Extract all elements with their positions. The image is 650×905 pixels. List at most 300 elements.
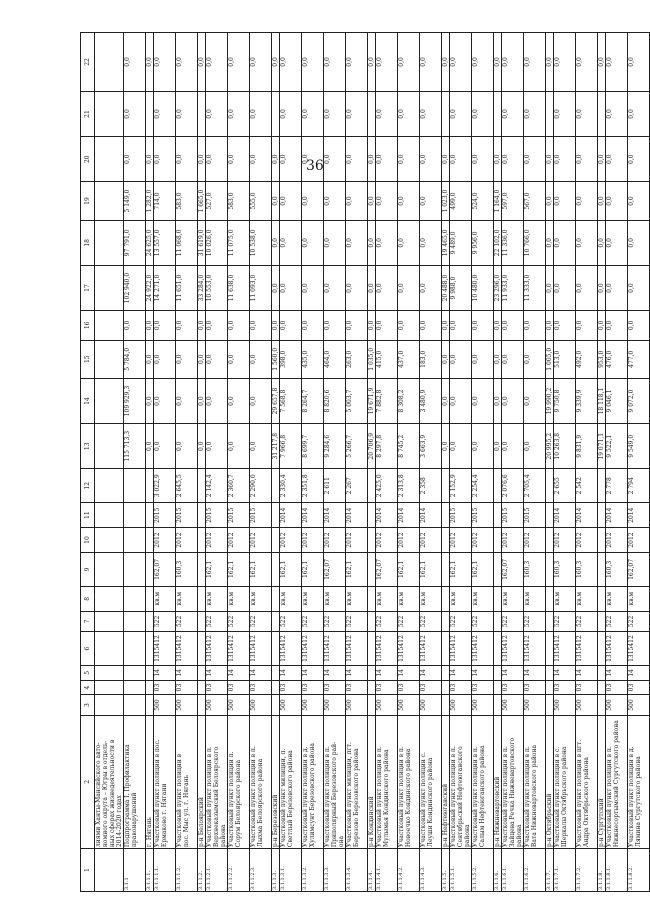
table-cell: 1315412 [450,632,472,666]
table-cell: 3.1.1.2.3. [250,849,272,892]
table-cell: 1315412 [420,632,442,666]
table-cell: 31 217,8 [272,424,280,469]
table-cell: 3.1.1.2.2. [228,849,250,892]
table-cell: 0,0 [146,311,154,340]
table-cell: 1315412 [472,632,494,666]
table-cell: 0,0 [146,33,154,92]
table-cell: 14 [324,665,346,680]
table-cell [95,340,124,378]
table-cell: 3.1.1.1.1. [154,849,176,892]
table-cell: 0,0 [124,91,146,136]
table-cell: 03 [606,680,628,695]
table-cell: 0,0 [598,182,606,220]
table-row [376,33,398,892]
table-cell: 0,0 [398,182,420,220]
table-cell: 19 671,9 [368,378,376,423]
table-cell [124,552,146,586]
table-cell: 3.1.1.6.2. [524,849,546,892]
table-cell: 0,0 [546,182,554,220]
table-cell: 9 339,9 [576,378,598,423]
table-cell: 1315412 [346,632,368,666]
table-cell [546,552,554,586]
table-cell: 522 [554,611,576,631]
table-cell: 7 568,8 [280,378,302,423]
table-cell [494,611,502,631]
table-cell: 0,0 [494,311,502,340]
table-cell: 162,1 [346,552,368,586]
table-cell: кв.м [606,586,628,611]
table-cell [146,503,154,528]
table-cell: 522 [576,611,598,631]
table-cell: 11 651,0 [176,265,198,310]
table-cell: 0,0 [376,182,398,220]
object-name-cell: Участковый пункт полиции в п. Салым Нефтеюганского района [472,715,494,848]
table-cell: 0,0 [576,220,598,265]
column-number: 22 [81,33,95,92]
table-cell [124,469,146,503]
table-cell: 162,1 [250,552,272,586]
table-cell: 437,0 [398,340,420,378]
table-cell [146,552,154,586]
table-cell [598,586,606,611]
table-cell [198,680,206,695]
table-cell: 3 480,9 [420,378,442,423]
table-cell: 0,0 [420,311,442,340]
table-cell: 1315412 [250,632,272,666]
table-cell: 500 [154,695,176,715]
table-cell: 5 003,7 [346,378,368,423]
table-cell: 0,0 [302,137,324,182]
table-cell: 9 956,0 [472,220,494,265]
table-cell: 0,0 [228,311,250,340]
table-cell: 14 [628,665,650,680]
table-cell: 0,0 [302,182,324,220]
table-cell: 11 068,0 [176,220,198,265]
table-cell: 0,0 [280,91,302,136]
table-cell: 0,0 [450,33,472,92]
table-cell: 2014 [606,503,628,528]
table-cell: 0,0 [146,137,154,182]
table-cell: 8 308,2 [398,378,420,423]
table-cell [494,680,502,695]
table-cell: 714,0 [154,182,176,220]
table-cell [368,503,376,528]
table-cell [95,311,124,340]
table-cell: 2015 [524,503,546,528]
table-cell: 0,0 [272,220,280,265]
table-cell: 0,0 [628,33,650,92]
object-name-cell: Участковый пункт полиции в п. Нижнесортымский Сургутского района [606,715,628,848]
table-cell: 0,0 [494,378,502,423]
table-cell: кв.м [576,586,598,611]
table-cell: 9 750,8 [554,378,576,423]
column-number: 19 [81,182,95,220]
table-row [206,33,228,892]
table-cell: 0,0 [228,137,250,182]
table-cell [598,552,606,586]
table-cell [546,586,554,611]
table-cell: 0,0 [576,265,598,310]
table-cell: 2012 [376,528,398,553]
table-row [346,33,368,892]
table-cell [95,552,124,586]
table-cell: 2012 [576,528,598,553]
table-cell: 14 [280,665,302,680]
table-cell [124,665,146,680]
table-cell [598,503,606,528]
table-cell: 0,0 [502,424,524,469]
table-cell: 0,0 [524,137,546,182]
table-cell: 2 778 [606,469,628,503]
table-cell: 9 046,1 [606,378,628,423]
column-number: 14 [81,378,95,423]
object-name-cell: Подпрограмма I. Профилактика правонарушений [124,715,146,848]
table-cell: 1315412 [554,632,576,666]
table-cell: 0,0 [176,311,198,340]
table-cell: 0,0 [554,220,576,265]
table-cell: 0,0 [376,91,398,136]
table-cell: 0,0 [368,33,376,92]
table-cell: 0,0 [368,182,376,220]
column-number: 15 [81,340,95,378]
table-cell: 2012 [554,528,576,553]
table-cell: 0,0 [280,220,302,265]
table-cell [146,91,154,136]
object-name-cell: р-н Белоярский [198,715,206,848]
table-cell: 2 351,8 [302,469,324,503]
table-cell: 14 [450,665,472,680]
table-cell [598,528,606,553]
table-cell: 03 [450,680,472,695]
table-cell: 500 [420,695,442,715]
table-cell: 0,0 [524,378,546,423]
object-name-cell: Участковый пункт полиции с. Леуши Кондинского района [420,715,442,848]
table-cell: 500 [450,695,472,715]
table-cell [442,632,450,666]
table-cell: 0,0 [368,137,376,182]
table-cell: 2015 [154,503,176,528]
table-cell: 0,0 [198,424,206,469]
table-cell: 2 267 [346,469,368,503]
table-cell: 500 [250,695,272,715]
table-cell: 3.1.1.8. [598,849,606,892]
table-cell: 0,0 [628,137,650,182]
table-cell: 11 093,0 [250,265,272,310]
table-cell: 0,0 [154,91,176,136]
table-cell: 0,0 [524,91,546,136]
column-number: 20 [81,137,95,182]
column-number: 2 [81,715,95,848]
table-cell: 9 489,0 [450,220,472,265]
table-cell: 597,0 [502,182,524,220]
table-cell: 0,0 [146,340,154,378]
table-cell [442,586,450,611]
object-name-cell: Участковый пункт полиции в п. Зайцева Речка Нижневартовского района [502,715,524,848]
table-cell [198,528,206,553]
table-cell: 500 [502,695,524,715]
table-cell: 500 [628,695,650,715]
table-cell: 0,0 [250,311,272,340]
table-cell [598,469,606,503]
table-cell: 522 [524,611,546,631]
table-cell: 2 254,4 [472,469,494,503]
table-cell: 10 480,0 [472,265,494,310]
object-name-cell: р-н Березовский [272,715,280,848]
table-cell [198,91,206,136]
table-cell: кв.м [420,586,442,611]
table-cell: 03 [228,680,250,695]
table-cell: 0,0 [176,424,198,469]
table-cell: 03 [206,680,228,695]
table-cell [124,695,146,715]
table-cell: 3.1.1.4.3. [420,849,442,892]
table-cell: 0,0 [554,91,576,136]
table-row [198,33,206,892]
table-cell: 513,0 [554,340,576,378]
table-cell: 522 [302,611,324,631]
table-cell: 1 164,0 [494,182,502,220]
table-cell: 11 336,0 [502,220,524,265]
table-cell: 0,0 [124,33,146,92]
table-cell [272,680,280,695]
table-cell [442,469,450,503]
object-name-cell: р-н Нефтеюганский [442,715,450,848]
table-cell [272,611,280,631]
object-name-cell: Участковый пункт милиции, п. Светлый Березовского района [280,715,302,848]
table-cell: 0,0 [368,311,376,340]
table-cell: 5 784,0 [124,340,146,378]
table-cell: 0,0 [398,265,420,310]
table-cell: 500 [302,695,324,715]
table-cell: 0,0 [346,220,368,265]
table-cell: 9 549,0 [628,424,650,469]
table-cell: 0,0 [628,220,650,265]
table-cell [95,182,124,220]
table-cell: 8 297,8 [376,424,398,469]
table-cell: 0,0 [376,311,398,340]
table-cell: 0,0 [228,340,250,378]
table-cell: 0,0 [198,33,206,92]
table-cell: 0,0 [206,378,228,423]
table-cell [494,665,502,680]
table-cell: 109 929,3 [124,378,146,423]
table-cell: 0,0 [154,340,176,378]
table-cell: 2 542 [576,469,598,503]
table-cell: 522 [250,611,272,631]
table-cell: 0,0 [302,265,324,310]
table-cell [598,91,606,136]
table-row [95,33,124,892]
table-cell: 3.1.1.2.1. [206,849,228,892]
column-number: 21 [81,91,95,136]
table-cell: 0,0 [628,311,650,340]
table-cell: 0,0 [280,182,302,220]
table-row [302,33,324,892]
table-cell: 14 [250,665,272,680]
table-cell: 500 [176,695,198,715]
table-cell: 3.1.1.5.1. [450,849,472,892]
table-row [606,33,628,892]
table-cell [598,611,606,631]
table-cell [494,469,502,503]
table-cell: 522 [472,611,494,631]
table-cell: 522 [420,611,442,631]
table-cell: 0,0 [198,311,206,340]
table-cell: 162,1 [302,552,324,586]
table-cell: 0,0 [554,137,576,182]
table-cell [368,528,376,553]
table-cell: 1315412 [280,632,302,666]
table-cell: 162,07 [324,552,346,586]
table-cell [598,680,606,695]
table-cell: 31 619,0 [198,220,206,265]
table-cell: 9 522,1 [606,424,628,469]
table-cell: 2014 [554,503,576,528]
table-cell: 0,0 [250,340,272,378]
table-cell: 0,0 [576,91,598,136]
column-number: 1 [81,849,95,892]
table-cell: 2012 [280,528,302,553]
table-cell: 476,0 [606,340,628,378]
table-cell [368,611,376,631]
table-row [398,33,420,892]
object-name-cell: р-н Сургутский [598,715,606,848]
table-cell: 03 [524,680,546,695]
table-cell: 0,0 [198,378,206,423]
table-cell: 0,0 [398,137,420,182]
object-name-cell: Участковый пункт полиции в п. Новоечко Кондинского района [398,715,420,848]
table-cell [546,695,554,715]
table-cell: 1 023,0 [442,182,450,220]
table-cell [124,503,146,528]
table-cell: кв.м [472,586,494,611]
table-cell [368,695,376,715]
table-cell: 03 [250,680,272,695]
object-name-cell: Участковый пункт полиции в д. Хулимсунт Березовского района [302,715,324,848]
table-cell: 1 560,0 [272,340,280,378]
table-cell: 2 290,0 [250,469,272,503]
table-cell: 3.1.1.3. [272,849,280,892]
table-cell: 2012 [502,528,524,553]
table-cell: 0,0 [606,311,628,340]
table-row [554,33,576,892]
table-cell: кв.м [302,586,324,611]
table-cell: 2 152,9 [450,469,472,503]
object-name-cell: г. Нягань [146,715,154,848]
table-cell: 500 [280,695,302,715]
table-cell [494,552,502,586]
table-cell: кв.м [176,586,198,611]
table-cell [368,91,376,136]
table-cell [95,695,124,715]
rotated-table-wrapper [80,32,642,892]
table-cell: 555,0 [250,182,272,220]
table-cell: 2012 [420,528,442,553]
table-cell: 14 [154,665,176,680]
table-cell: 0,0 [176,340,198,378]
table-cell: 415,0 [376,340,398,378]
table-cell: 3.1.1.4.2. [398,849,420,892]
table-cell: 2015 [176,503,198,528]
table-cell [95,91,124,136]
table-cell: 2014 [420,503,442,528]
object-name-cell: Участковый пункт полиции п. Сорум Белоярского района [228,715,250,848]
table-cell: 20 706,9 [368,424,376,469]
table-cell: 0,0 [250,424,272,469]
table-row [146,33,154,892]
table-cell: 2 358 [420,469,442,503]
table-cell: 0,0 [324,220,346,265]
table-cell: 3.1.1.7.1. [554,849,576,892]
page-number: 36 [306,158,324,174]
table-cell [442,611,450,631]
table-cell: 0,0 [302,33,324,92]
table-cell: 14 [206,665,228,680]
table-cell: 23 296,0 [494,265,502,310]
table-row [546,33,554,892]
table-cell: 03 [420,680,442,695]
table-cell [442,503,450,528]
table-cell: 14 [176,665,198,680]
table-cell: 0,0 [398,91,420,136]
table-cell: 102 940,0 [124,265,146,310]
table-cell [124,611,146,631]
table-cell: 10 766,0 [524,220,546,265]
table-cell: 160,3 [554,552,576,586]
table-cell: 2014 [576,503,598,528]
table-row [598,33,606,892]
table-cell: 0,0 [606,137,628,182]
table-cell [95,265,124,310]
object-name-cell: р-н Октябрьский [546,715,554,848]
table-cell: 1315412 [302,632,324,666]
table-cell: 13 557,0 [154,220,176,265]
table-cell: 583,0 [176,182,198,220]
table-cell: 14 [376,665,398,680]
table-cell: 3 663,9 [420,424,442,469]
table-cell: 2 794 [628,469,650,503]
table-cell: 0,0 [228,33,250,92]
table-cell: 0,0 [472,33,494,92]
table-cell: 500 [376,695,398,715]
table-cell: 2 076,6 [502,469,524,503]
table-cell: 1315412 [628,632,650,666]
header-row [81,33,95,892]
table-cell: 14 [576,665,598,680]
table-cell: кв.м [154,586,176,611]
table-cell: 522 [154,611,176,631]
table-cell: 0,0 [494,137,502,182]
table-cell: 0,0 [546,311,554,340]
table-cell: 14 [554,665,576,680]
table-cell: 3.1.1.5. [442,849,450,892]
table-cell: 522 [324,611,346,631]
table-cell: 0,0 [442,378,450,423]
table-cell: 162,07 [376,552,398,586]
table-cell: 522 [176,611,198,631]
table-cell [95,503,124,528]
table-cell: 3.1.1.3.4. [346,849,368,892]
table-cell: 0,0 [228,424,250,469]
table-cell [442,680,450,695]
table-cell: 0,0 [368,265,376,310]
table-cell: 29 657,8 [272,378,280,423]
table-cell: 2014 [628,503,650,528]
table-cell: 953,0 [598,340,606,378]
table-cell: 14 [228,665,250,680]
table-cell: 0,0 [176,33,198,92]
object-name-cell: Участковый пункт полиции в с. Шеркалы Октябрьского района [554,715,576,848]
